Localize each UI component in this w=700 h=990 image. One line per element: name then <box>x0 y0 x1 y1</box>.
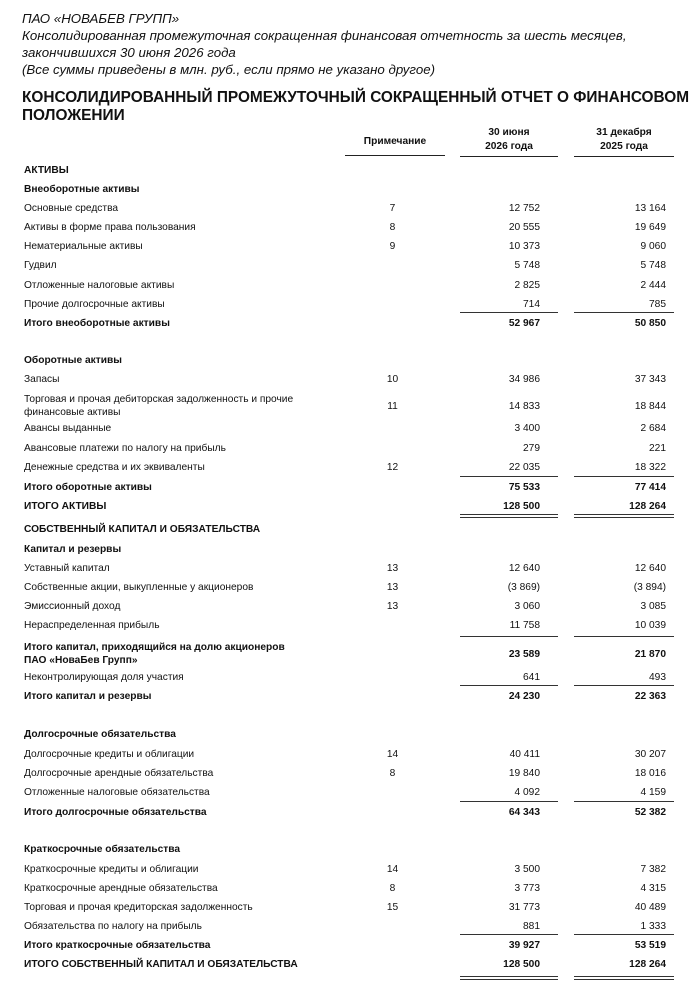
row-value-prior: 3 085 <box>640 601 666 612</box>
row-value-prior: 1 333 <box>640 921 666 932</box>
document-header <box>22 10 682 78</box>
total-double-rule <box>460 514 558 518</box>
row-label: Краткосрочные кредиты и облигации <box>24 864 199 875</box>
row-value-current: 52 967 <box>508 318 540 329</box>
row-value-prior: 50 850 <box>634 318 666 329</box>
row-value-prior: 4 159 <box>640 787 666 798</box>
row-value-current: 12 752 <box>508 203 540 214</box>
row-value-prior: (3 894) <box>633 582 666 593</box>
row-value-prior: 21 870 <box>634 649 666 660</box>
row-label: Торговая и прочая дебиторская задолженность и прочие финансовые активы <box>24 394 294 418</box>
row-label: Торговая и прочая кредиторская задолженность <box>24 902 253 913</box>
row-value-prior: 53 519 <box>634 940 666 951</box>
row-value-current: 64 343 <box>508 807 540 818</box>
column-header-note: Примечание <box>345 135 445 156</box>
row-note-ref: 15 <box>386 902 399 913</box>
total-double-rule <box>574 976 674 980</box>
row-value-current: 23 589 <box>508 649 540 660</box>
row-label: Итого оборотные активы <box>24 482 152 493</box>
column-header-prior: 31 декабря 2025 года <box>574 126 674 157</box>
row-value-prior: 18 016 <box>634 768 666 779</box>
row-label: Долгосрочные кредиты и облигации <box>24 749 195 760</box>
row-label: Капитал и резервы <box>24 544 122 555</box>
row-label: Собственные акции, выкупленные у акционеров <box>24 582 254 593</box>
statement-title-line1: КОНСОЛИДИРОВАННЫЙ ПРОМЕЖУТОЧНЫЙ СОКРАЩЕННЫЙ ОТЧЕТ О ФИНАНСОВОМ <box>22 89 690 106</box>
subtotal-rule <box>460 312 558 313</box>
row-label: ИТОГО АКТИВЫ <box>24 501 107 512</box>
row-label: Краткосрочные обязательства <box>24 844 181 855</box>
row-note-ref: 10 <box>386 374 399 385</box>
row-label: Гудвил <box>24 260 57 271</box>
subtotal-rule <box>460 801 558 802</box>
row-value-prior: 128 264 <box>629 501 666 512</box>
row-label: Отложенные налоговые активы <box>24 280 175 291</box>
row-label: Итого внеоборотные активы <box>24 318 170 329</box>
row-value-current: 714 <box>523 299 540 310</box>
row-label: Запасы <box>24 374 60 385</box>
statement-title-line2: ПОЛОЖЕНИИ <box>22 107 125 124</box>
subtotal-rule <box>574 934 674 935</box>
row-label: Основные средства <box>24 203 119 214</box>
row-value-current: 11 758 <box>509 620 540 631</box>
row-value-current: 75 533 <box>508 482 540 493</box>
row-note-ref: 8 <box>389 768 396 779</box>
row-value-current: 14 833 <box>508 401 540 412</box>
row-value-prior: 77 414 <box>634 482 666 493</box>
company-name: ПАО «НОВАБЕВ ГРУПП» <box>22 11 180 26</box>
column-header-current: 30 июня 2026 года <box>460 126 558 157</box>
row-value-prior: 785 <box>649 299 666 310</box>
row-note-ref: 8 <box>389 883 396 894</box>
row-value-current: 641 <box>523 672 540 683</box>
row-value-current: 881 <box>523 921 540 932</box>
row-value-prior: 40 489 <box>634 902 666 913</box>
row-value-current: (3 869) <box>507 582 540 593</box>
row-label: Денежные средства и их эквиваленты <box>24 462 205 473</box>
row-note-ref: 14 <box>386 749 399 760</box>
report-description: Консолидированная промежуточная сокращенная финансовая отчетность за шесть месяцев, <box>22 28 627 43</box>
row-label: Нематериальные активы <box>24 241 143 252</box>
row-value-current: 34 986 <box>508 374 540 385</box>
row-note-ref: 9 <box>389 241 396 252</box>
row-value-current: 24 230 <box>508 691 540 702</box>
row-value-prior: 19 649 <box>634 222 666 233</box>
subtotal-rule <box>460 636 558 637</box>
row-label: Эмиссионный доход <box>24 601 121 612</box>
row-value-prior: 52 382 <box>634 807 666 818</box>
row-value-current: 19 840 <box>508 768 540 779</box>
row-note-ref: 13 <box>386 601 399 612</box>
row-label: Долгосрочные арендные обязательства <box>24 768 214 779</box>
row-value-current: 2 825 <box>514 280 540 291</box>
row-value-prior: 13 164 <box>634 203 666 214</box>
row-value-current: 4 092 <box>514 787 540 798</box>
row-label: Краткосрочные арендные обязательства <box>24 883 218 894</box>
row-note-ref: 7 <box>389 203 396 214</box>
subtotal-rule <box>574 476 674 477</box>
subtotal-rule <box>460 934 558 935</box>
row-note-ref: 13 <box>386 563 399 574</box>
row-value-current: 5 748 <box>514 260 540 271</box>
row-label: Прочие долгосрочные активы <box>24 299 165 310</box>
row-value-prior: 7 382 <box>640 864 666 875</box>
row-value-prior: 10 039 <box>634 620 666 631</box>
row-label: Долгосрочные обязательства <box>24 729 176 740</box>
row-value-current: 39 927 <box>508 940 540 951</box>
row-note-ref: 8 <box>389 222 396 233</box>
row-value-current: 31 773 <box>508 902 540 913</box>
row-value-prior: 22 363 <box>634 691 666 702</box>
total-double-rule <box>460 976 558 980</box>
row-value-prior: 2 444 <box>640 280 666 291</box>
row-label: СОБСТВЕННЫЙ КАПИТАЛ И ОБЯЗАТЕЛЬСТВА <box>24 524 261 535</box>
row-value-prior: 12 640 <box>634 563 666 574</box>
row-note-ref: 14 <box>386 864 399 875</box>
row-value-current: 12 640 <box>508 563 540 574</box>
subtotal-rule <box>574 685 674 686</box>
row-value-prior: 5 748 <box>640 260 666 271</box>
row-value-current: 3 400 <box>514 423 540 434</box>
row-value-prior: 2 684 <box>640 423 666 434</box>
row-value-current: 3 060 <box>514 601 540 612</box>
row-label: Итого капитал, приходящийся на долю акционеров ПАО «НоваБев Групп» <box>24 642 285 666</box>
row-value-current: 3 500 <box>514 864 540 875</box>
row-value-current: 20 555 <box>508 222 540 233</box>
row-value-current: 10 373 <box>508 241 540 252</box>
row-value-prior: 30 207 <box>634 749 666 760</box>
row-note-ref: 11 <box>387 401 398 412</box>
subtotal-rule <box>574 312 674 313</box>
row-label: Авансовые платежи по налогу на прибыль <box>24 443 226 454</box>
row-label: Отложенные налоговые обязательства <box>24 787 210 798</box>
row-label: ИТОГО СОБСТВЕННЫЙ КАПИТАЛ И ОБЯЗАТЕЛЬСТВА <box>24 959 298 970</box>
row-label: Неконтролирующая доля участия <box>24 672 184 683</box>
row-label: АКТИВЫ <box>24 165 69 176</box>
subtotal-rule <box>460 476 558 477</box>
row-value-prior: 18 844 <box>634 401 666 412</box>
row-label: Итого краткосрочные обязательства <box>24 940 211 951</box>
total-double-rule <box>574 514 674 518</box>
row-label: Итого капитал и резервы <box>24 691 152 702</box>
row-value-current: 40 411 <box>509 749 540 760</box>
row-value-prior: 4 315 <box>640 883 666 894</box>
row-value-prior: 493 <box>649 672 666 683</box>
row-label: Оборотные активы <box>24 355 122 366</box>
row-note-ref: 13 <box>386 582 399 593</box>
row-label: Нераспределенная прибыль <box>24 620 160 631</box>
row-value-prior: 221 <box>649 443 666 454</box>
row-value-current: 3 773 <box>514 883 540 894</box>
row-label: Уставный капитал <box>24 563 110 574</box>
row-note-ref: 12 <box>386 462 399 473</box>
row-value-prior: 18 322 <box>634 462 666 473</box>
subtotal-rule <box>574 636 674 637</box>
subtotal-rule <box>574 801 674 802</box>
row-value-prior: 37 343 <box>634 374 666 385</box>
row-value-prior: 9 060 <box>640 241 666 252</box>
row-label: Итого долгосрочные обязательства <box>24 807 207 818</box>
row-value-current: 128 500 <box>503 959 540 970</box>
statement-title <box>22 89 690 125</box>
row-value-current: 22 035 <box>508 462 540 473</box>
row-label: Обязательства по налогу на прибыль <box>24 921 202 932</box>
row-label: Активы в форме права пользования <box>24 222 196 233</box>
currency-note: (Все суммы приведены в млн. руб., если прямо не указано другое) <box>22 62 436 77</box>
row-value-prior: 128 264 <box>629 959 666 970</box>
row-label: Внеоборотные активы <box>24 184 140 195</box>
subtotal-rule <box>460 685 558 686</box>
row-value-current: 279 <box>523 443 540 454</box>
report-period: закончившихся 30 июня 2026 года <box>22 45 236 60</box>
row-value-current: 128 500 <box>503 501 540 512</box>
row-label: Авансы выданные <box>24 423 112 434</box>
